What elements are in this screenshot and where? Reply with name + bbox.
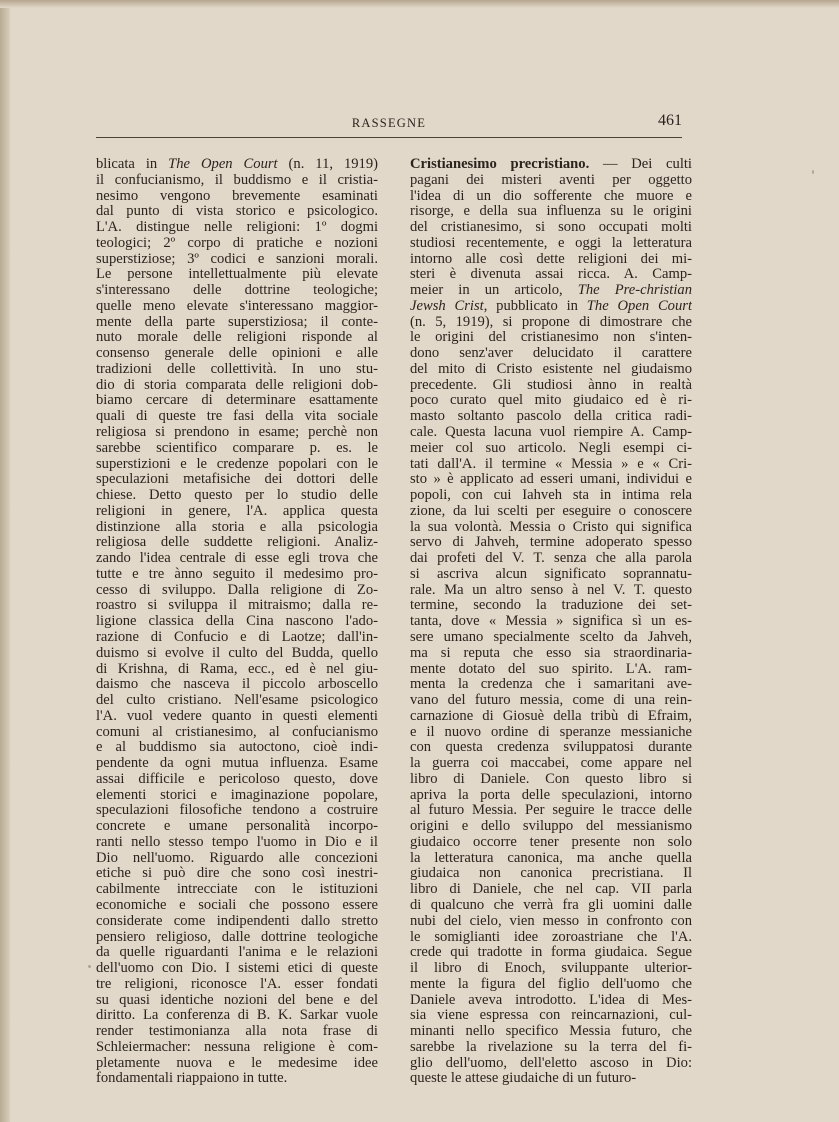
paper-spot <box>812 170 814 174</box>
text-line: crede qui tradotte in forma giudaica. Segue <box>410 945 692 961</box>
text-line: intorno alle così dette religioni dei mi- <box>410 251 692 267</box>
text-line: fondamentali riappaiono in tutte. <box>96 1071 288 1087</box>
page-binding-shadow <box>0 0 10 1122</box>
text-line: studiosi recentemente, e oggi la letteratura <box>410 235 692 251</box>
text-line: elementi storici e imaginazione popolare, <box>96 787 378 803</box>
text-line: libro di Daniele, che nel cap. VII parla <box>410 882 692 898</box>
text-line: la sua volontà. Messia o Cristo qui significa <box>410 519 692 535</box>
text-line: zando l'idea centrale di esse egli trova che <box>96 551 378 567</box>
text-line: zione, da lui scelti per eseguire o conoscere <box>410 503 692 519</box>
paper-spot <box>88 965 91 968</box>
text-line: tutte e tre ànno seguito il medesimo pro- <box>96 566 378 582</box>
text-line: rale. Ma un altro senso à nel V. T. questo <box>410 582 692 598</box>
text-line: dio di storia comparata delle religioni dob- <box>96 377 378 393</box>
text-line: ligione classica della Cina nascono l'ado- <box>96 614 378 630</box>
text-line: mente la figura del figlio dell'uomo che <box>410 976 692 992</box>
text-line: servo di Jahveh, termine adoperato spesso <box>410 535 692 551</box>
text-line: e il nuovo ordine di speranze messianiche <box>410 724 692 740</box>
text-line: il libro di Enoch, sviluppante ulterior- <box>410 961 692 977</box>
text-line: su quasi identiche nozioni del bene e del <box>96 992 378 1008</box>
text-line: le somiglianti idee zoroastriane che l'A. <box>410 929 692 945</box>
text-line: economiche e sociali che possono essere <box>96 897 378 913</box>
text-line: risorge, e della sua influenza su le origini <box>410 204 692 220</box>
text-line: biamo cercare di determinare esattamente <box>96 393 378 409</box>
text-line: tati dall'A. il termine « Messia » e « Cri- <box>410 456 692 472</box>
text-line: duismo si evolve il culto del Budda, quello <box>96 645 378 661</box>
text-line: mente della parte superstiziosa; il conte- <box>96 314 378 330</box>
text-line: e al buddismo sia autoctono, cioè indi- <box>96 740 378 756</box>
text-line: con questa credenza sviluppatosi durante <box>410 740 692 756</box>
text-line: libro di Daniele. Con questo libro si <box>410 771 692 787</box>
text-line: ma si reputa che esso sia straordinaria- <box>410 645 692 661</box>
text-line: di qualcuno che verrà fra gli uomini dalle <box>410 897 692 913</box>
text-line: teologici; 2º corpo di pratiche e nozioni <box>96 235 378 251</box>
text-line: l'A. vuol vedere quanto in questi elementi <box>96 708 378 724</box>
text-line: religiosa delle suddette religioni. Analiz- <box>96 535 378 551</box>
text-line: nuto morale delle religioni risponde al <box>96 330 378 346</box>
text-line: si ascriva alcun significato soprannatu- <box>410 566 692 582</box>
text-line: dono senz'aver delucidato il carattere <box>410 346 692 362</box>
text-line: Schleiermacher: nessuna religione è com- <box>96 1039 378 1055</box>
text-line: menta la credenza che i samaritani ave- <box>410 677 692 693</box>
text-line: al futuro Messia. Per seguire le tracce delle <box>410 803 692 819</box>
text-line: steri è divenuta assai ricca. A. Camp- <box>410 267 692 283</box>
text-line: masto soltanto pascolo della critica radi- <box>410 409 692 425</box>
page-header <box>96 112 682 137</box>
text-line: quelle meno elevate s'interessano maggior- <box>96 298 378 314</box>
text-line: blicata in The Open Court (n. 11, 1919) <box>96 157 378 172</box>
text-line: glio dell'uomo, dell'eletto ascoso in Dio: <box>410 1055 692 1071</box>
text-line: s'interessano delle dottrine teologiche; <box>96 283 378 299</box>
header-rule <box>96 137 682 138</box>
text-line: pagani dei misteri aventi per oggetto <box>410 172 692 188</box>
text-line: L'A. distingue nelle religioni: 1º dogmi <box>96 220 378 236</box>
text-line: razione di Confucio e di Laotze; dall'in- <box>96 629 378 645</box>
text-line: consenso generale delle opinioni e alle <box>96 346 378 362</box>
text-line: di Krishna, di Rama, ecc., ed è nel giu- <box>96 661 378 677</box>
text-line: speculazioni metafisiche dei dottori delle <box>96 472 378 488</box>
text-line: Le persone intellettualmente più elevate <box>96 267 378 283</box>
right-column <box>410 157 692 1087</box>
text-line: giudaico occorre tener presente non solo <box>410 834 692 850</box>
text-line: da quelle riguardanti l'anima e le relazioni <box>96 945 378 961</box>
text-line: superstizioni e le credenze popolari con le <box>96 456 378 472</box>
text-line: sere umano specialmente scelto da Jahveh, <box>410 629 692 645</box>
text-line: l'idea di un dio sofferente che muore e <box>410 188 692 204</box>
text-line: sarebbe scientifico comparare p. es. le <box>96 440 378 456</box>
text-line: nesimo vengono brevemente esaminati <box>96 188 378 204</box>
text-line: del culto cristiano. Nell'esame psicologico <box>96 693 378 709</box>
page-number: 461 <box>658 112 682 129</box>
text-line: etiche si può dire che sono così inestri- <box>96 866 378 882</box>
text-line: pletamente nuova e le medesime idee <box>96 1055 378 1071</box>
text-line: carnazione di Giosuè della tribù di Efraim, <box>410 708 692 724</box>
section-title-continuation: — Dei culti <box>589 157 692 172</box>
text-line: render testimonianza alla nota frase di <box>96 1024 378 1040</box>
text-line: superstiziose; 3º codici e sanzioni morali. <box>96 251 378 267</box>
text-line: religioni in genere, l'A. applica questa <box>96 503 378 519</box>
text-line: popoli, con cui Iahveh sta in intima rela <box>410 488 692 504</box>
text-line: nubi del cielo, vien messo in confronto con <box>410 913 692 929</box>
text-line: del cristianesimo, si sono occupati molti <box>410 220 692 236</box>
running-title: RASSEGNE <box>351 116 427 130</box>
text-line: le origini del cristianesimo non s'inten- <box>410 330 692 346</box>
text-line: cale. Questa lacuna vuol riempire A. Camp- <box>410 425 692 441</box>
text-line: la guerra coi maccabei, come appare nel <box>410 756 692 772</box>
text-line: meier in un articolo, The Pre-christian <box>410 283 692 299</box>
text-line: considerate come indipendenti dallo stretto <box>96 913 378 929</box>
text-line: mente dotato del suo spirito. L'A. ram- <box>410 661 692 677</box>
text-line: chiese. Detto questo per lo studio delle <box>96 488 378 504</box>
text-line: origini e dello sviluppo del messianismo <box>410 819 692 835</box>
text-line: pensiero religioso, dalle dottrine teologiche <box>96 929 378 945</box>
text-line: dai profeti del V. T. senza che alla parola <box>410 551 692 567</box>
text-line: tanta, dove « Messia » significa sì un es- <box>410 614 692 630</box>
section-heading-line <box>410 157 692 173</box>
text-line: sia viene espressa con reincarnazioni, cul- <box>410 1008 692 1024</box>
text-line: tradizioni delle collettività. In uno stu- <box>96 361 378 377</box>
text-line: Jewsh Crist, pubblicato in The Open Court <box>410 298 692 314</box>
text-line: dell'uomo con Dio. I sistemi etici di queste <box>96 961 378 977</box>
text-line: concrete e umane personalità incorpo- <box>96 819 378 835</box>
text-line: Daniele aveva introdotto. L'idea di Mes- <box>410 992 692 1008</box>
text-line: quali di queste tre fasi della vita sociale <box>96 409 378 425</box>
text-line: del mito di Cristo esistente nel giudaismo <box>410 361 692 377</box>
text-line: ranti nello stesso tempo l'uomo in Dio e il <box>96 834 378 850</box>
text-line: cesso di sviluppo. Dalla religione di Zo- <box>96 582 378 598</box>
text-line: queste le attese giudaiche di un futuro- <box>410 1071 637 1087</box>
text-line: il confucianismo, il buddismo e il cristia- <box>96 172 378 188</box>
left-column <box>96 157 378 1087</box>
text-line: precedente. Gli studiosi ànno in realtà <box>410 377 692 393</box>
section-title: Cristianesimo precristiano. <box>410 157 590 172</box>
text-line: (n. 5, 1919), si propone di dimostrare che <box>410 314 692 330</box>
text-line: assai difficile e pericoloso questo, dove <box>96 771 378 787</box>
text-line: termine, secondo la traduzione dei set- <box>410 598 692 614</box>
text-line: vano del futuro messia, come di una rein- <box>410 693 692 709</box>
text-line: sarebbe la rivelazione su la terra del fi- <box>410 1039 692 1055</box>
text-line: religiosa si prendono in esame; perchè non <box>96 425 378 441</box>
text-line: Dio nell'uomo. Riguardo alle concezioni <box>96 850 378 866</box>
text-line: distinzione alla storia e alla psicologia <box>96 519 378 535</box>
text-line: apriva la porta delle speculazioni, intorno <box>410 787 692 803</box>
text-line: daismo che nasceva il piccolo arboscello <box>96 677 378 693</box>
text-line: pendente da ogni mutua influenza. Esame <box>96 756 378 772</box>
text-line: meier col suo articolo. Negli esempi ci- <box>410 440 692 456</box>
text-line: giudaica non canonica precristiana. Il <box>410 866 692 882</box>
text-line: roastro si sviluppa il mitraismo; dalla re- <box>96 598 378 614</box>
text-line: diritto. La conferenza di B. K. Sarkar vuole <box>96 1008 378 1024</box>
text-line: speculazioni filosofiche tendono a costruire <box>96 803 378 819</box>
page-top-edge <box>0 0 839 8</box>
text-line: minanti nello specifico Messia futuro, che <box>410 1024 692 1040</box>
text-line: sto » è applicato ad esseri umani, individui e <box>410 472 692 488</box>
text-line: tre religioni, riconosce l'A. esser fondati <box>96 976 378 992</box>
text-line: dal punto di vista storico e psicologico. <box>96 204 378 220</box>
text-line: poco curato quel mito giudaico ed è ri- <box>410 393 692 409</box>
text-line: la letteratura canonica, ma anche quella <box>410 850 692 866</box>
text-line: comuni al cristianesimo, al confucianismo <box>96 724 378 740</box>
text-line: cabilmente intrecciate con le istituzioni <box>96 882 378 898</box>
